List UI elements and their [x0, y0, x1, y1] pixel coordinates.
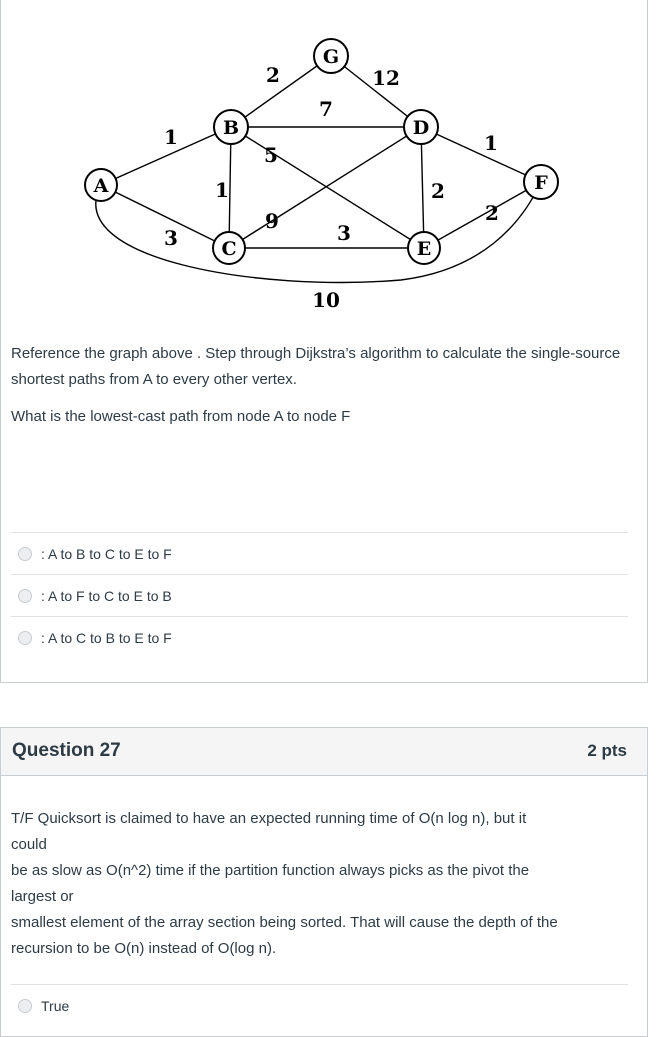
node-e	[408, 232, 440, 264]
answer-option-3[interactable]	[11, 616, 628, 658]
question-sub-prompt: What is the lowest-cast path from node A to node F	[11, 408, 351, 425]
node-f	[524, 165, 558, 199]
dijkstra-graph	[71, 22, 591, 322]
question-points: 2 pts	[587, 741, 627, 760]
answer-label: : A to C to B to E to F	[41, 629, 172, 646]
question-line: recursion to be O(n) instead of O(log n).	[11, 940, 277, 957]
weight-e-f: 2	[485, 201, 499, 225]
question-title: Question 27	[12, 740, 121, 761]
node-g-label: G	[322, 46, 340, 68]
weight-c-d: 9	[265, 209, 279, 233]
weight-a-f: 10	[312, 288, 340, 312]
node-a	[85, 169, 117, 201]
node-g	[314, 39, 348, 73]
weight-d-f: 1	[484, 131, 498, 155]
edge-b-g	[231, 56, 331, 127]
question-line: T/F Quicksort is claimed to have an expected running time of O(n log n), but it	[11, 810, 527, 827]
question-line: smallest element of the array section being sorted. That will cause the depth of the	[11, 914, 558, 931]
radio-button[interactable]	[18, 999, 32, 1013]
edge-a-f	[96, 182, 541, 282]
radio-button[interactable]	[18, 631, 32, 645]
answer-option-true[interactable]	[11, 984, 628, 1026]
weight-c-e: 3	[337, 221, 351, 245]
answer-label: : A to F to C to E to B	[41, 587, 172, 604]
question-line: be as slow as O(n^2) time if the partition function always picks as the pivot the	[11, 862, 530, 879]
answer-list	[11, 984, 628, 1026]
node-b-label: B	[222, 117, 240, 139]
question-27-card	[0, 727, 648, 1037]
weight-g-d: 12	[372, 66, 400, 90]
weight-b-e: 5	[264, 143, 278, 167]
question-header	[1, 728, 647, 776]
edge-b-c	[229, 127, 231, 248]
node-b	[214, 110, 248, 144]
node-c	[213, 232, 245, 264]
edge-d-e	[421, 127, 424, 248]
question-line: largest or	[11, 888, 74, 905]
question-body	[11, 806, 631, 962]
node-d-label: D	[412, 117, 430, 139]
node-a-label: A	[93, 175, 109, 197]
radio-button[interactable]	[18, 547, 32, 561]
question-line: could	[11, 836, 47, 853]
answer-label: True	[41, 997, 70, 1014]
weight-b-g: 2	[266, 63, 280, 87]
weight-b-d: 7	[319, 97, 333, 121]
answer-label: : A to B to C to E to F	[41, 545, 172, 562]
weight-b-c: 1	[215, 178, 229, 202]
answer-option-1[interactable]	[11, 532, 628, 574]
edge-b-e	[231, 127, 424, 248]
edge-c-d	[229, 127, 421, 248]
weight-d-e: 2	[431, 179, 445, 203]
edge-d-f	[421, 127, 541, 182]
weight-a-b: 1	[164, 125, 178, 149]
answer-option-2[interactable]	[11, 574, 628, 616]
node-c-label: C	[221, 238, 237, 260]
question-prompt: Reference the graph above . Step through Dijkstra’s algorithm to calculate the single-source shortest paths from A to every other vertex.	[11, 345, 621, 388]
weight-a-c: 3	[164, 226, 178, 250]
node-d	[404, 110, 438, 144]
node-f-label: F	[534, 172, 548, 194]
radio-button[interactable]	[18, 589, 32, 603]
answer-list	[11, 532, 628, 658]
node-e-label: E	[416, 238, 432, 260]
